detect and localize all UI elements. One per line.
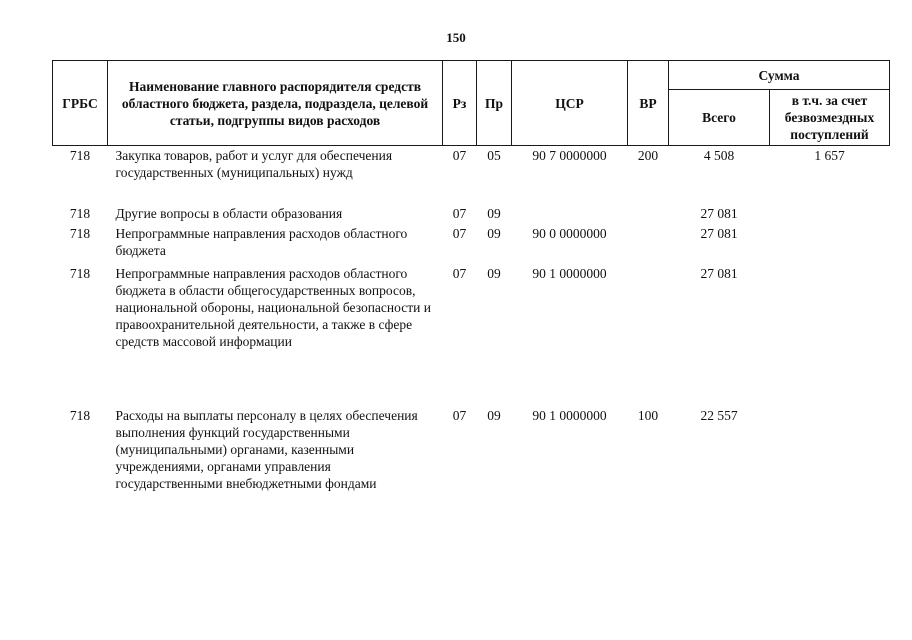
cell-grants — [770, 406, 890, 496]
cell-csr: 90 7 0000000 — [532, 148, 607, 163]
cell-vr — [628, 264, 669, 406]
cell-csr: 90 0 0000000 — [532, 225, 607, 241]
cell-grants: 1 657 — [814, 148, 845, 163]
cell-pr: 05 — [487, 148, 501, 163]
header-pr: Пр — [477, 61, 512, 146]
cell-name: Непрограммные направления расходов областного бюджета — [115, 225, 408, 258]
cell-grbs: 718 — [69, 205, 91, 221]
cell-name: Непрограммные направления расходов областного бюджета в области общегосударственных вопросов, национальной обороны, национальной безопасности и правоохранительной деятельности, а также в сфере средств массовой информации — [115, 265, 431, 349]
header-vr: ВР — [628, 61, 669, 146]
cell-rz: 07 — [452, 148, 467, 163]
cell-pr: 09 — [487, 225, 501, 241]
cell-total: 22 557 — [700, 407, 738, 423]
cell-csr: 90 1 0000000 — [532, 407, 607, 423]
header-total: Всего — [669, 90, 770, 146]
cell-grants — [770, 264, 890, 406]
cell-csr: 90 1 0000000 — [532, 265, 607, 281]
budget-table — [52, 60, 890, 496]
cell-pr: 09 — [487, 265, 501, 281]
cell-total: 27 081 — [700, 205, 738, 221]
page-number: 150 — [446, 30, 466, 45]
cell-name: Закупка товаров, работ и услуг для обеспечения государственных (муниципальных) нужд — [115, 148, 393, 180]
cell-pr: 09 — [487, 205, 501, 221]
cell-vr: 100 — [637, 407, 659, 423]
table-row — [53, 406, 890, 496]
header-sum: Сумма — [669, 61, 890, 90]
cell-vr — [628, 224, 669, 264]
cell-vr — [628, 204, 669, 224]
cell-pr: 09 — [487, 407, 501, 423]
cell-grbs: 718 — [69, 148, 91, 163]
cell-total: 27 081 — [700, 265, 738, 281]
cell-grants — [770, 224, 890, 264]
cell-name: Другие вопросы в области образования — [115, 205, 343, 221]
cell-rz: 07 — [452, 407, 467, 423]
cell-grbs: 718 — [69, 407, 91, 423]
cell-vr: 200 — [637, 148, 659, 163]
header-name: Наименование главного распорядителя средств областного бюджета, раздела, подраздела, целевой статьи, подгруппы видов расходов — [108, 61, 443, 146]
header-grants: в т.ч. за счет безвозмездных поступлений — [770, 90, 890, 146]
table-row — [53, 204, 890, 224]
cell-name: Расходы на выплаты персоналу в целях обеспечения выполнения функций государственными (муниципальными) органами, казенными учреждениями, органами управления государственными внебюджетными фондами — [115, 407, 418, 491]
cell-csr — [512, 204, 628, 224]
cell-total: 27 081 — [700, 225, 738, 241]
cell-grants — [770, 204, 890, 224]
cell-grbs: 718 — [69, 225, 91, 241]
header-rz: Рз — [443, 61, 477, 146]
table-row — [53, 146, 890, 204]
header-row — [53, 61, 890, 90]
cell-grbs: 718 — [69, 265, 91, 281]
cell-total: 4 508 — [703, 148, 735, 163]
header-grbs: ГРБС — [53, 61, 108, 146]
header-csr: ЦСР — [512, 61, 628, 146]
cell-rz: 07 — [452, 265, 467, 281]
cell-rz: 07 — [452, 205, 467, 221]
table-row — [53, 224, 890, 264]
cell-rz: 07 — [452, 225, 467, 241]
table-row — [53, 264, 890, 406]
